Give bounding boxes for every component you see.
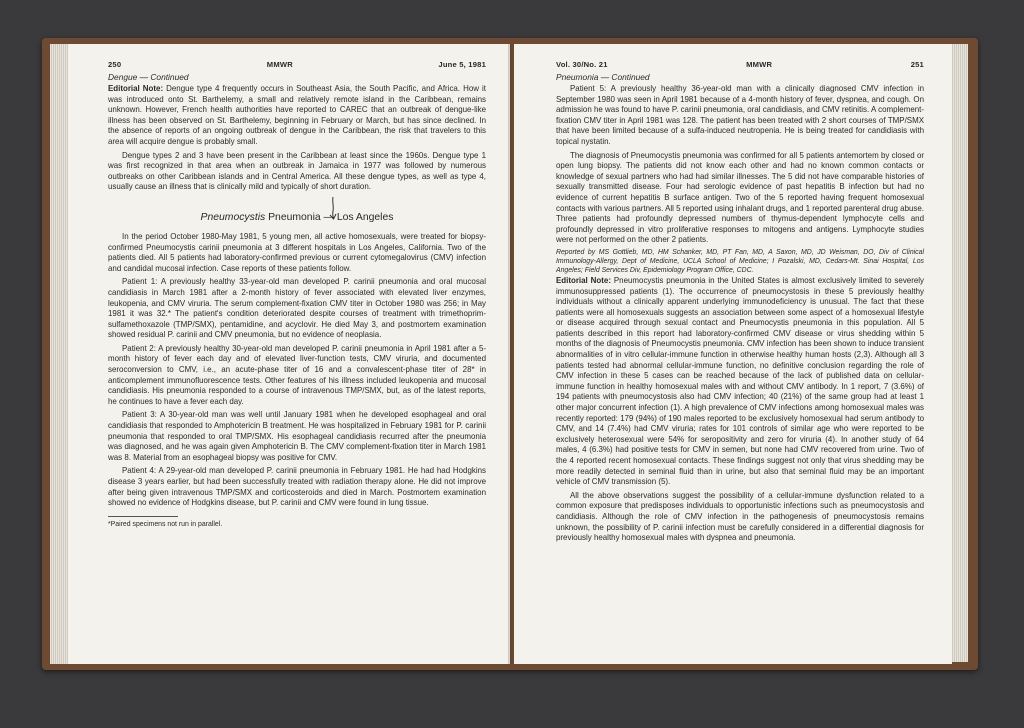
patient4-paragraph: Patient 4: A 29-year-old man developed P. carinii pneumonia in February 1981. He had had Hodgkins disease 3 years earlier, but had been successfully treated with radiation therapy alone. He did not improve after being given intravenous TMP/SMX and corticosteroids and died in March. Postmortem examination showed no evidence of Hodgkins disease, but P. carinii and CMV were found in lung tissue. xyxy=(108,466,486,508)
editorial-note-label: Editorial Note: xyxy=(108,84,164,93)
closing-paragraph: All the above observations suggest the possibility of a cellular-immune dysfunction related to a common exposure that predisposes individuals to opportunistic infections such as pneumocystosis and candidiasis. Although the role of CMV infection in the pathogenesis of pneumocystosis remains unknown, the possibility of P. carinii infection must be carefully considered in a differential diagnosis for previously healthy homosexual males with dyspnea and pneumonia. xyxy=(556,490,924,543)
left-issue-date: June 5, 1981 xyxy=(438,60,486,69)
left-running-head xyxy=(108,60,486,69)
reported-by: Reported by MS Gottlieb, MD, HM Schanker, MD, PT Fan, MD, A Saxon, MD, JD Weisman, DO, Div of Clinical Immunology-Allergy, Dept of Medicine, UCLA School of Medicine; I Pozalski, MD, Cedars-Mt. Sinai Hospital, Los Angeles; Field Services Div, Epidemiology Program Office, CDC. xyxy=(556,248,924,274)
left-journal-name: MMWR xyxy=(266,60,293,69)
dengue-continued-header: Dengue — Continued xyxy=(108,72,189,82)
left-page xyxy=(68,44,510,664)
patient5-paragraph: Patient 5: A previously healthy 36-year-old man with a clinically diagnosed CMV infection in September 1980 was seen in April 1981 because of a 4-month history of fever, dyspnea, and cough. On admission he was found to have P. carinii pneumonia, oral candidiasis, and CMV retinitis. A complement-fixation CMV titer in April 1981 was 128. The patient has been treated with 2 short courses of TMP/SMX that have been limited because of a sulfa-induced neutropenia. He is being treated for candidiasis with topical nystatin. xyxy=(556,84,924,146)
right-volume: Vol. 30/No. 21 xyxy=(556,60,608,69)
editorial-note-label-right: Editorial Note: xyxy=(556,275,611,285)
left-page-number: 250 xyxy=(108,60,122,69)
article-title-italic: Pneumocystis xyxy=(200,211,266,223)
footnote-rule xyxy=(108,516,178,517)
patient2-paragraph: Patient 2: A previously healthy 30-year-old man developed P. carinii pneumonia in April 1981 after a 5-month history of fever each day and of elevated liver-function tests, CMV viruria, and documented seroconversion to CMV, i.e., an acute-phase titer of 16 and a convalescent-phase titer of 28* in anticomplement immunofluorescence tests. Other features of his illness included leukopenia and mucosal candidiasis. His pneumonia responded to a course of intravenous TMP/SMX, but, as of the latest reports, he continues to have a fever each day. xyxy=(108,343,486,406)
patient1-paragraph: Patient 1: A previously healthy 33-year-old man developed P. carinii pneumonia and oral mucosal candidiasis in March 1981 after a 2-month history of fever associated with elevated liver enzymes, leukopenia, and CMV viruria. The serum complement-fixation CMV titer in October 1980 was 256; in May 1981 it was 32.* The patient's condition deteriorated despite courses of treatment with trimethoprim-sulfamethoxazole (TMP/SMX), pentamidine, and acyclovir. He died May 3, and postmortem examination showed residual P. carinii and CMV pneumonia, but no evidence of neoplasia. xyxy=(108,277,486,340)
editorial-note-text: Dengue type 4 frequently occurs in Southeast Asia, the South Pacific, and Africa. How it was introduced onto St. Barthelemy, a small and relatively remote island in the Caribbean, remains unknown. However, French health authorities have reported to CAREC that an outbreak of dengue-like illness has been observed on St. Barthelemy, beginning in February or March, but has since declined. In the absence of reports of an ongoing outbreak of dengue in the Caribbean, the risk that travelers to this area will acquire dengue is probably small. xyxy=(108,84,486,146)
article-title xyxy=(108,212,486,223)
dengue-types-paragraph: Dengue types 2 and 3 have been present in the Caribbean at least since the 1960s. Dengue type 1 was first recognized in that area when an outbreak in Jamaica in 1977 was followed by numerous outbreaks on other Caribbean islands and in Central America. All these dengue types, as well as type 4, usually cause an illness that is clinically mild and typically of short duration. xyxy=(108,150,486,192)
intro-paragraph: In the period October 1980-May 1981, 5 young men, all active homosexuals, were treated for biopsy-confirmed Pneumocystis carinii pneumonia at 3 different hospitals in Los Angeles, California. Two of the patients died. All 5 patients had laboratory-confirmed previous or current cytomegalovirus (CMV) infection and candidal mucosal infection. Case reports of these patients follow. xyxy=(108,231,486,273)
dengue-editorial-note xyxy=(108,84,486,148)
footnote: *Paired specimens not run in parallel. xyxy=(108,520,223,528)
pen-check-mark xyxy=(325,196,341,220)
right-page xyxy=(514,44,952,664)
right-journal-name: MMWR xyxy=(746,60,773,69)
pneumonia-editorial-note xyxy=(556,276,924,488)
right-page-edges xyxy=(950,44,968,662)
editorial-note-text-right: Pneumocystis pneumonia in the United States is almost exclusively limited to severely immunosuppressed patients (1). The occurrence of pneumocystosis in these 5 previously healthy individuals without a clinically apparent underlying immunodeficiency is unusual. The fact that these patients were all homosexuals suggests an association between some aspect of a homosexual lifestyle or disease acquired through sexual contact and Pneumocystis pneumonia in this population. All 5 patients described in this report had laboratory-confirmed CMV disease or virus shedding within 5 months of the diagnosis of Pneumocystis pneumonia. CMV infection has been shown to induce transient abnormalities of in vitro cellular-immune function in otherwise healthy human hosts (2,3). Although all 3 patients tested had abnormal cellular-immune function, no definitive conclusion regarding the role of CMV infection in these 5 cases can be reached because of the lack of published data on cellular-immune function in healthy homosexual males with and without CMV antibody. In 1 report, 7 (3.6%) of 194 patients with pneumocystosis also had CMV infection; 40 (21%) of the same group had at least 1 other major concurrent infection (1). A high prevalence of CMV infections among homosexual males was recently reported: 179 (94%) of 190 males reported to be exclusively homosexual had serum antibody to CMV, and 14 (7.4%) had CMV viruria; rates for 101 controls of similar age who were reported to be exclusively heterosexual were 54% for seropositivity and zero for viruria (4). In another study of 64 males, 4 (6.3%) had positive tests for CMV in semen, but none had CMV recovered from urine. Two of the 4 reported recent homosexual contacts. These findings suggest not only that virus shedding may be more readily detected in seminal fluid than in urine, but also that seminal fluid may be an important vehicle of CMV transmission (5). xyxy=(556,275,924,487)
diagnosis-paragraph: The diagnosis of Pneumocystis pneumonia was confirmed for all 5 patients antemortem by closed or open lung biopsy. The patients did not know each other and had no known common contacts or knowledge of sexual partners who had had similar illnesses. The 5 did not have comparable histories of sexually transmitted disease. Four had serologic evidence of past hepatitis B infection but had no evidence of current hepatitis B surface antigen. Two of the 5 reported having frequent homosexual contacts with various partners. All 5 reported using inhalant drugs, and 1 reported parenteral drug abuse. Three patients had profoundly depressed numbers of thymus-dependent lymphocyte cells and profoundly depressed in vitro proliferative responses to mitogens and antigens. Lymphocyte studies were not performed on the other 2 patients. xyxy=(556,150,924,245)
right-running-head xyxy=(556,60,924,69)
article-title-rest: Pneumonia — Los Angeles xyxy=(265,211,394,223)
left-page-edges xyxy=(50,44,70,664)
patient3-paragraph: Patient 3: A 30-year-old man was well until January 1981 when he developed esophageal and oral candidiasis that responded to Amphotericin B treatment. He was hospitalized in February 1981 for P. carinii pneumonia that responded to oral TMP/SMX. His esophageal candidiasis recurred after the pneumonia was diagnosed, and he was again given Amphotericin B. The CMV complement-fixation titer in March 1981 was 8. Material from an esophageal biopsy was positive for CMV. xyxy=(108,410,486,462)
pneumonia-continued-header: Pneumonia — Continued xyxy=(556,72,650,82)
right-page-number: 251 xyxy=(910,60,924,69)
